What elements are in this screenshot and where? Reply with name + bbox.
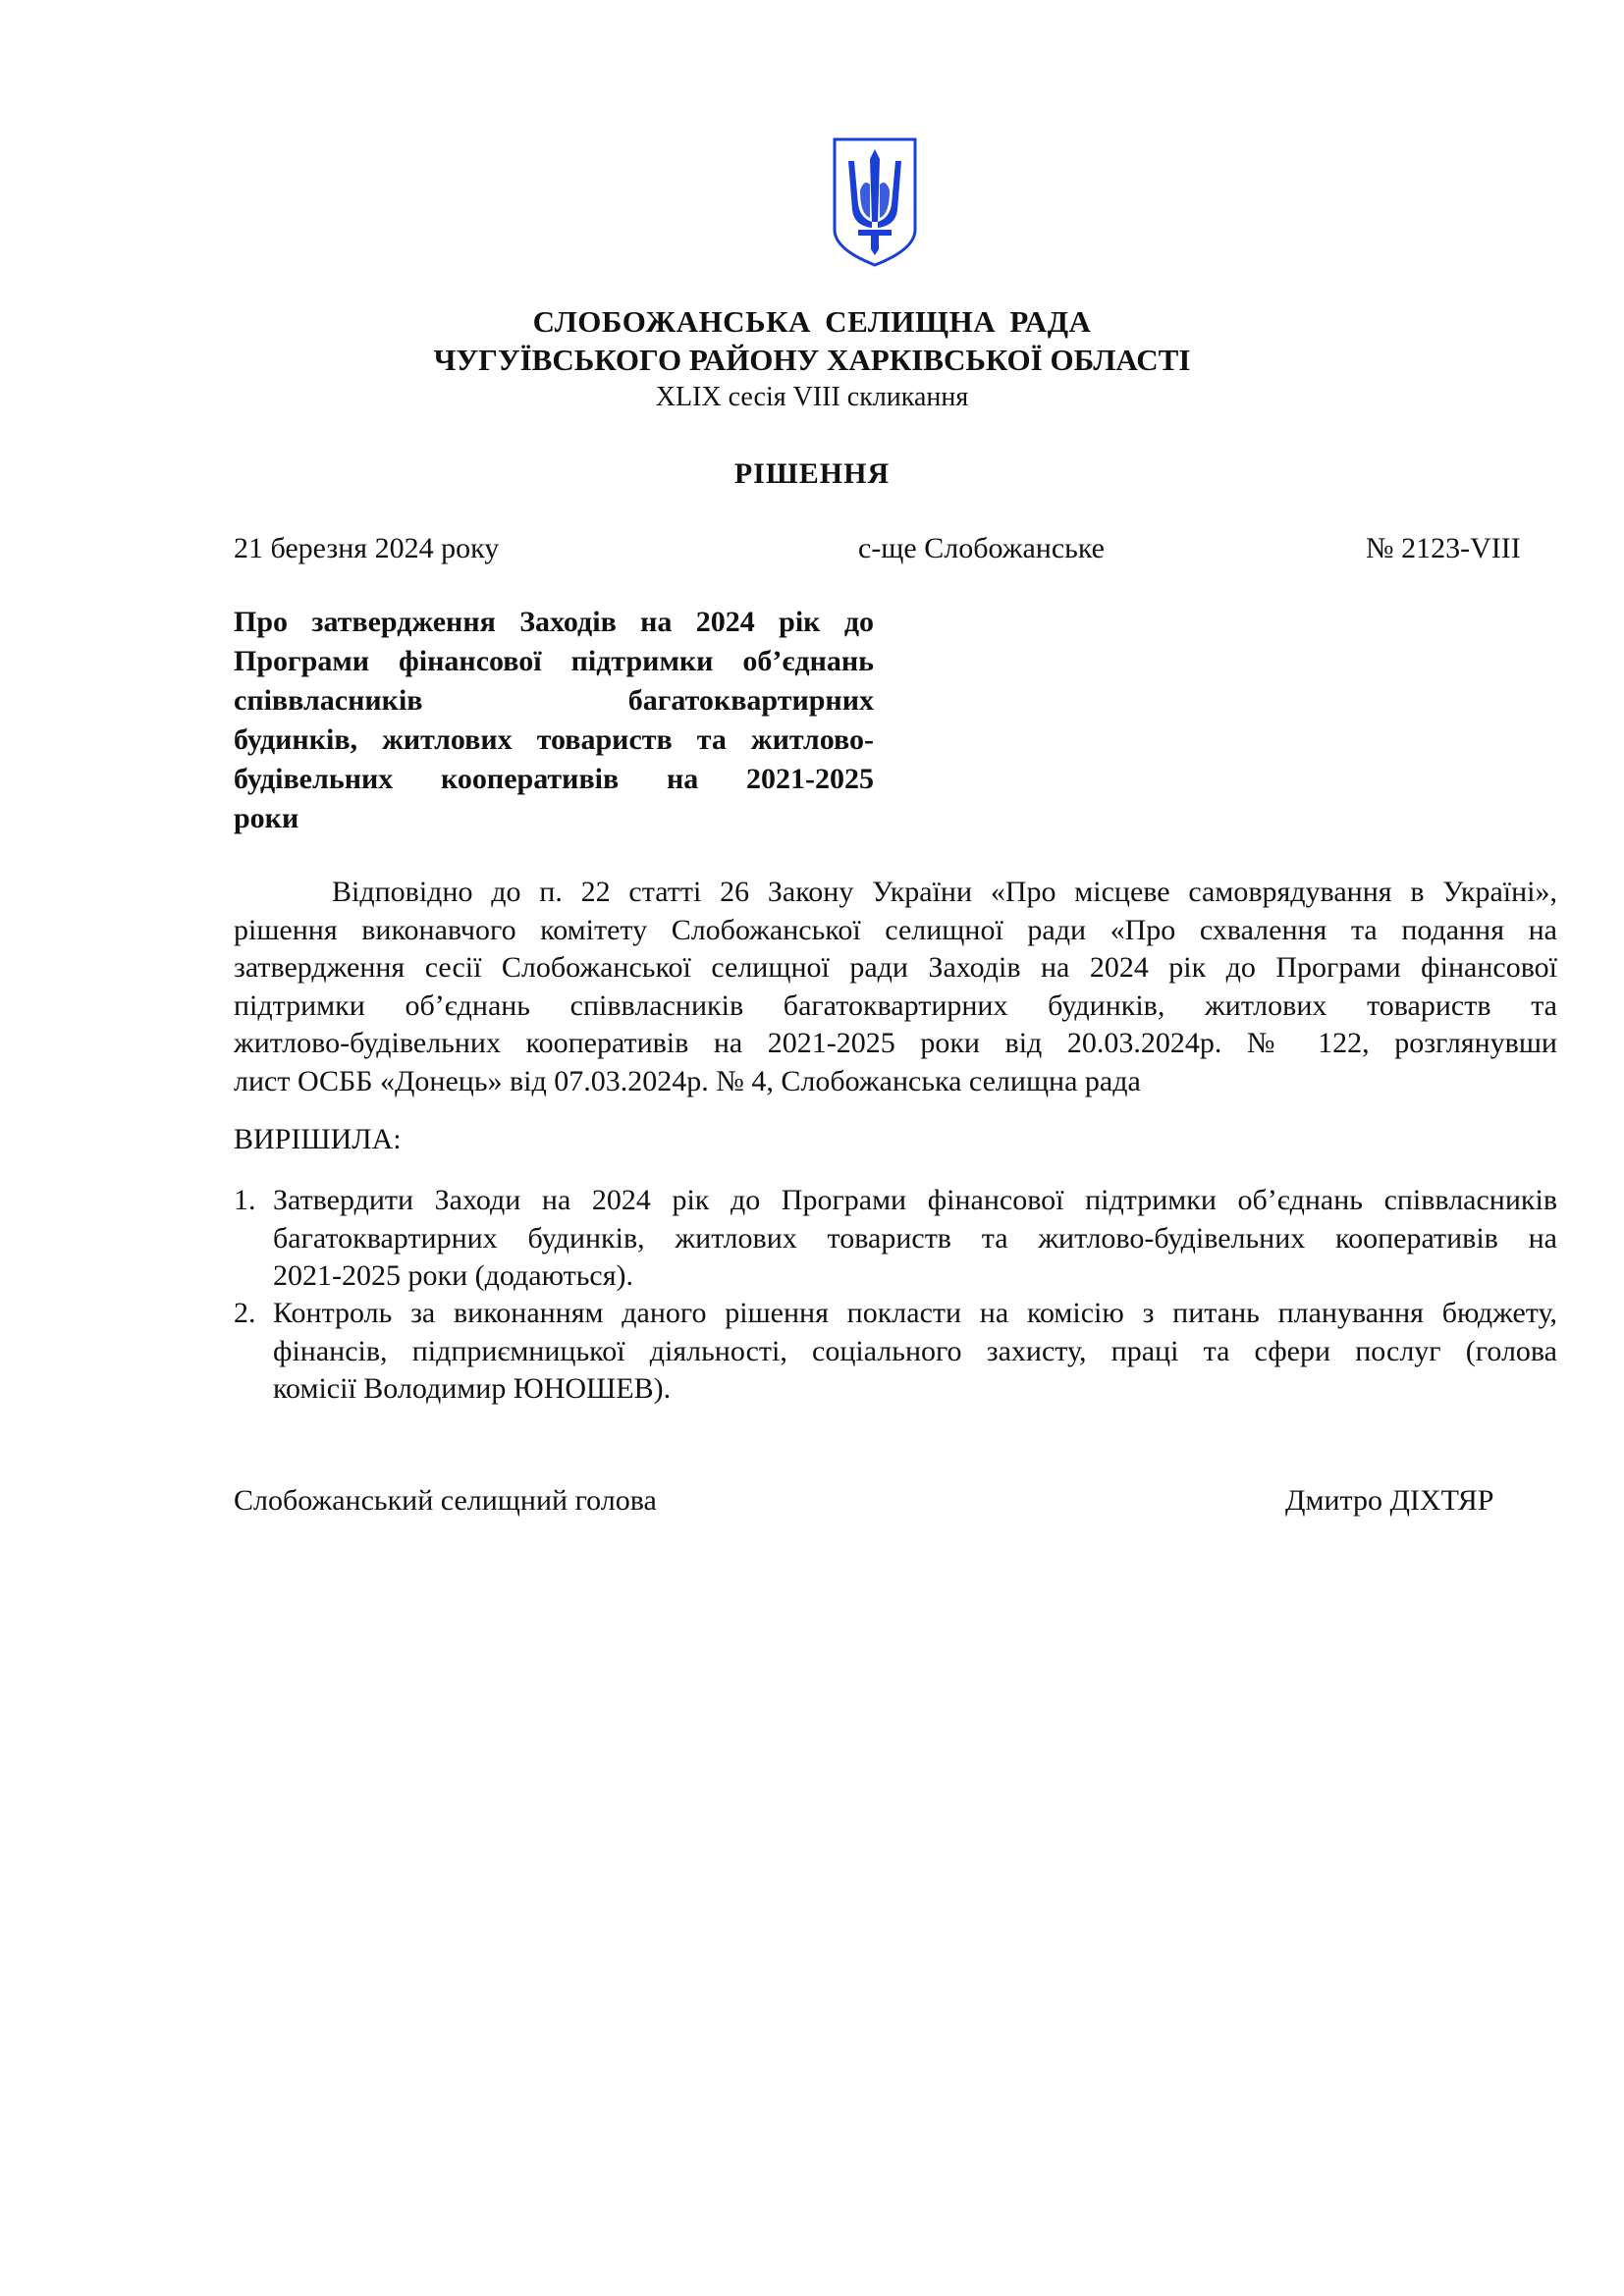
document-type: РІШЕННЯ xyxy=(733,457,891,490)
subject-line: Про затвердження Заходів на 2024 рік до xyxy=(234,606,874,638)
signatory-name: Дмитро ДІХТЯР xyxy=(1285,1484,1494,1517)
session-info: XLIX сесія VIII скликання xyxy=(655,382,969,412)
item-line: фінансів, підприємницької діяльності, соціального захисту, праці та сфери послуг (голова xyxy=(273,1334,1557,1367)
item-line: Затвердити Заходи на 2024 рік до Програми фінансової підтримки об’єднань співвласників xyxy=(273,1184,1557,1216)
subject-line: будівельних кооперативів на 2021-2025 xyxy=(234,763,874,795)
council-name: СЛОБОЖАНСЬКА СЕЛИЩНА РАДА xyxy=(532,304,1092,339)
trident-coat-of-arms-icon xyxy=(831,135,919,269)
preamble-line: затвердження сесії Слобожанської селищної ради Заходів на 2024 рік до Програми фінансової xyxy=(234,951,1557,984)
decision-number: № 2123-VIII xyxy=(1366,532,1521,564)
preamble-line: рішення виконавчого комітету Слобожанської селищної ради «Про схвалення та подання на xyxy=(234,913,1557,946)
decision-date: 21 березня 2024 року xyxy=(234,532,500,564)
preamble-line: підтримки об’єднань співвласників багатоквартирних будинків, житлових товариств та xyxy=(234,988,1557,1022)
item-line: комісії Володимир ЮНОШЕВ). xyxy=(273,1372,672,1405)
decision-subject xyxy=(234,603,874,838)
signatory-title: Слобожанський селищний голова xyxy=(234,1484,657,1517)
decision-place: с-ще Слобожанське xyxy=(858,532,1105,564)
preamble-line: Відповідно до п. 22 статті 26 Закону України «Про місцеве самоврядування в Україні», xyxy=(332,876,1557,908)
item-line: Контроль за виконанням даного рішення покласти на комісію з питань планування бюджету, xyxy=(273,1297,1557,1329)
subject-line: співвласників багатоквартирних xyxy=(234,684,874,717)
item-line: 2021-2025 роки (додаються). xyxy=(273,1259,634,1292)
item-line: багатоквартирних будинків, житлових товариств та житлово-будівельних кооперативів на xyxy=(273,1221,1557,1255)
resolved-heading: ВИРІШИЛА: xyxy=(234,1123,402,1155)
subject-line: роки xyxy=(234,802,299,834)
resolution-item xyxy=(234,1295,1557,1409)
item-number: 2. xyxy=(234,1297,256,1329)
preamble-line: житлово-будівельних кооперативів на 2021-2025 роки від 20.03.2024р. № 122, розглянувши xyxy=(234,1027,1557,1059)
preamble-line: лист ОСББ «Донець» від 07.03.2024р. № 4, Слобожанська селищна рада xyxy=(234,1064,1141,1097)
preamble-paragraph xyxy=(234,874,1557,1100)
subject-line: Програми фінансової підтримки об’єднань xyxy=(234,645,874,677)
item-number: 1. xyxy=(234,1184,256,1216)
resolution-item xyxy=(234,1182,1557,1296)
subject-line: будинків, житлових товариств та житлово- xyxy=(234,723,874,756)
district-name: ЧУГУЇВСЬКОГО РАЙОНУ ХАРКІВСЬКОЇ ОБЛАСТІ xyxy=(433,343,1191,377)
